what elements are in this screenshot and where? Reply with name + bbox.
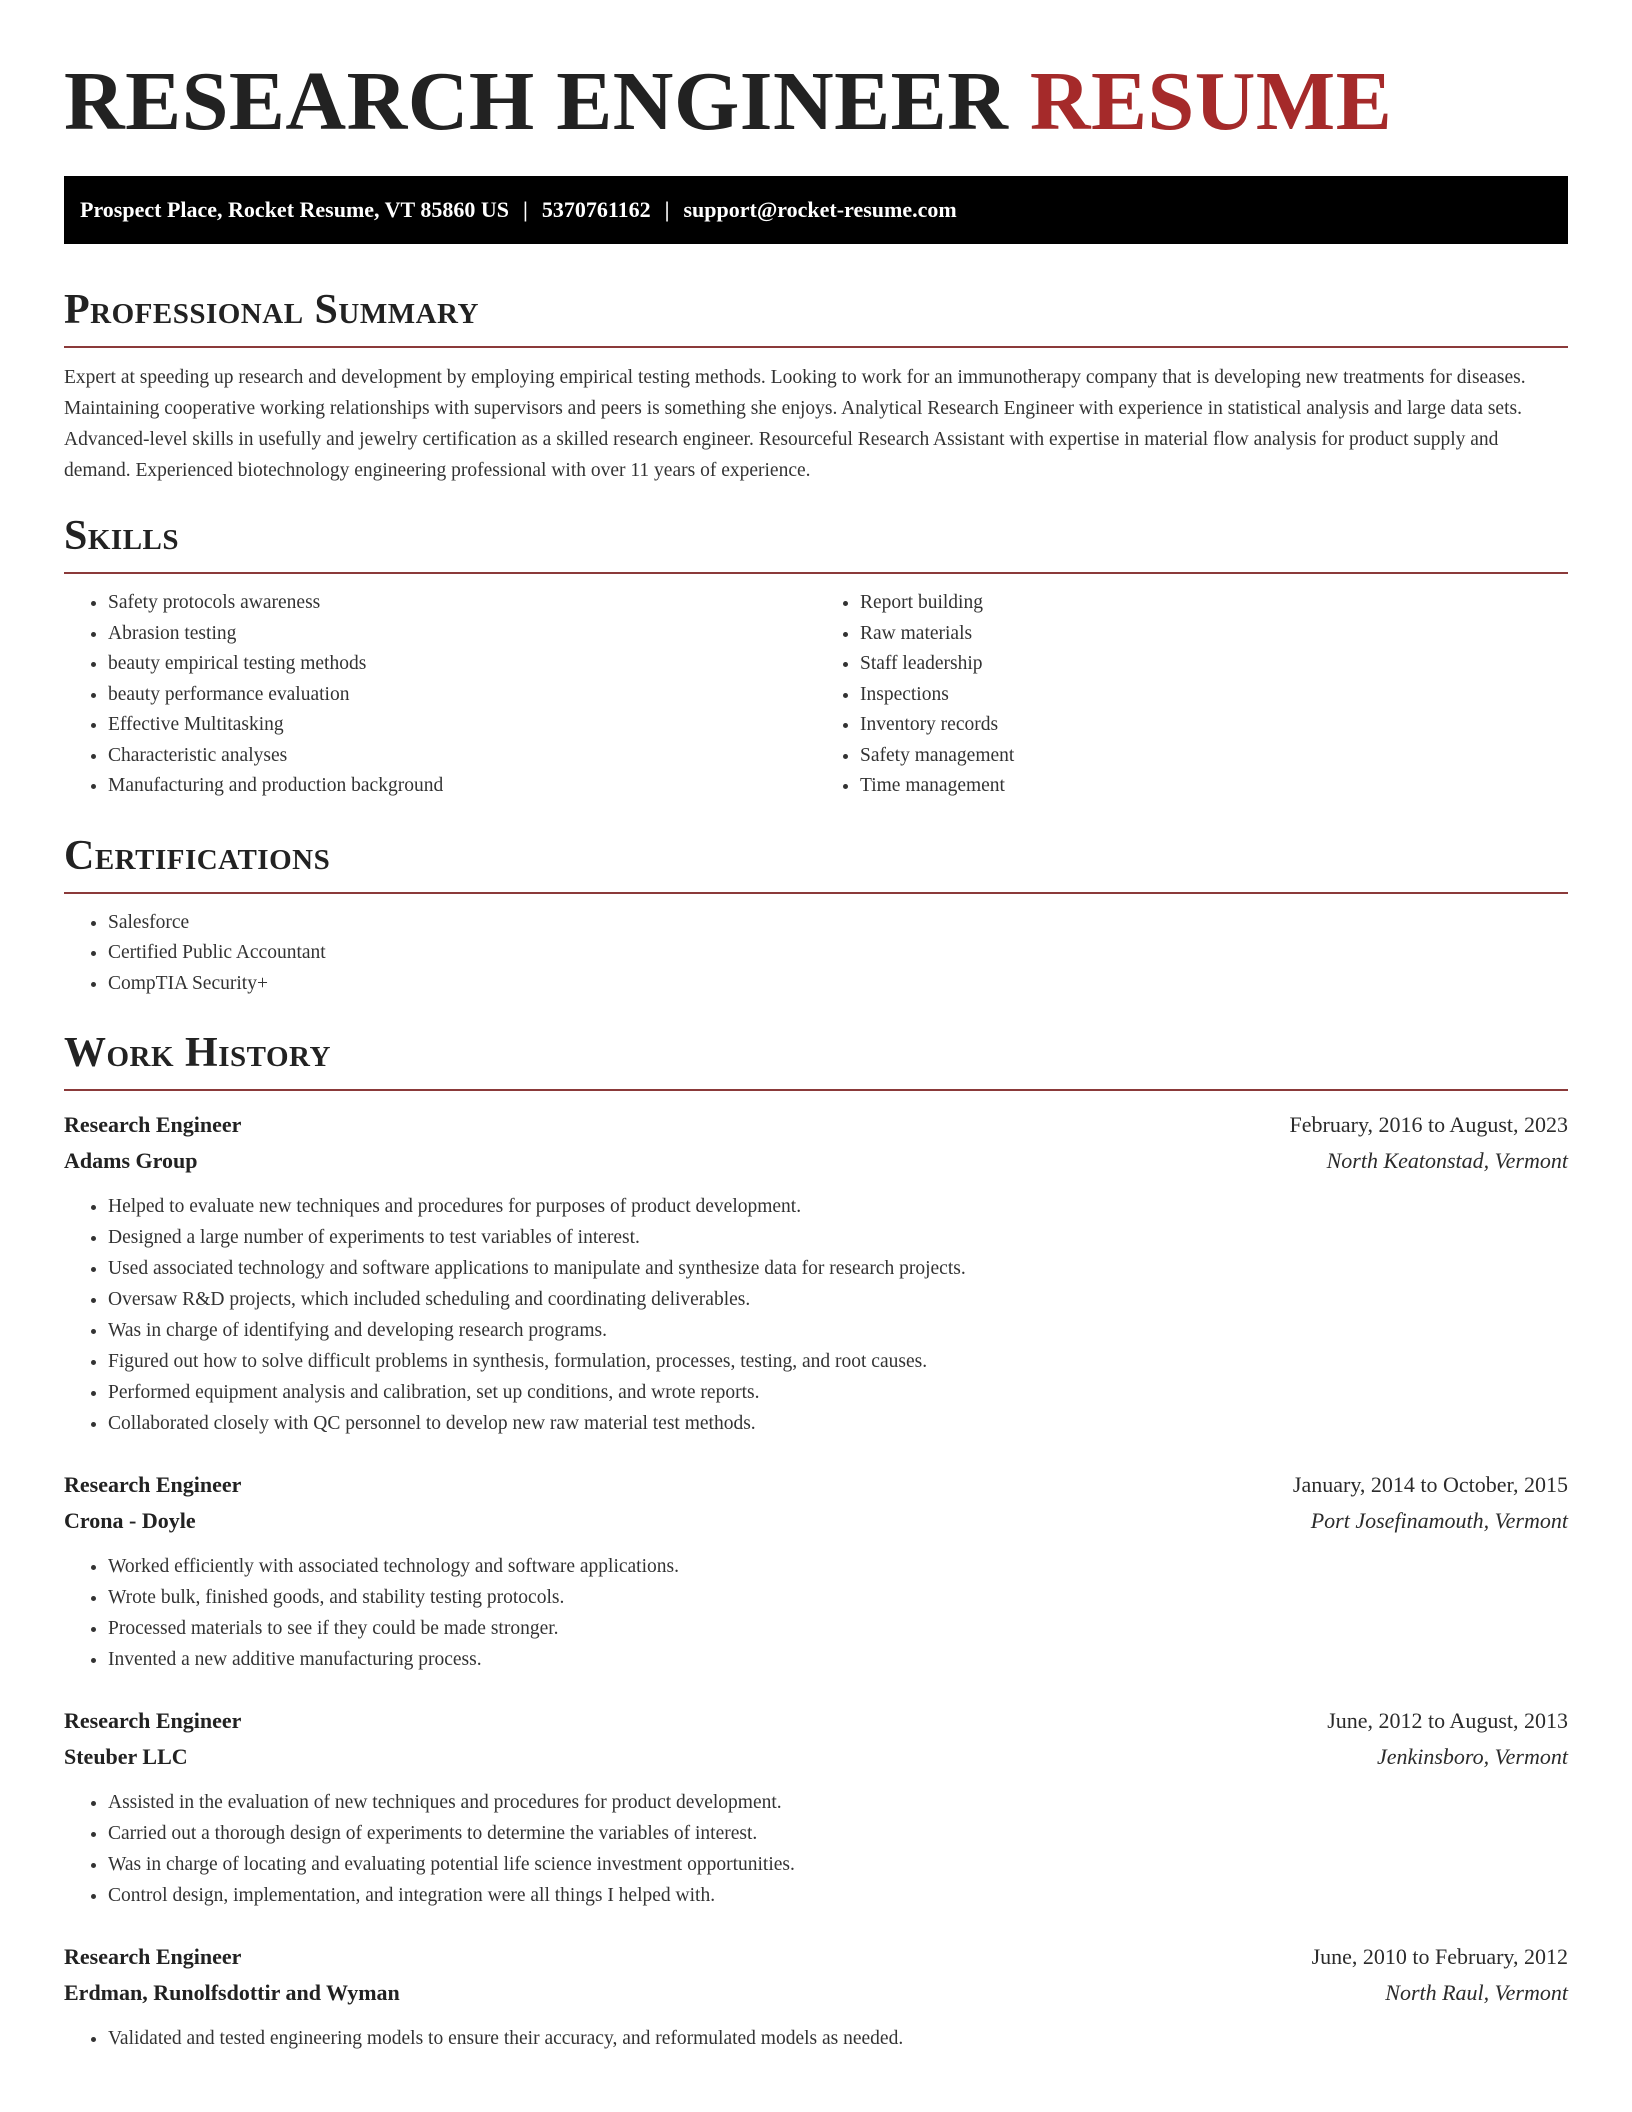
title-main: RESEARCH ENGINEER	[64, 55, 1009, 148]
contact-separator: |	[664, 197, 670, 222]
job-dates: June, 2010 to February, 2012	[1311, 1944, 1568, 1969]
job-bullet: • Control design, implementation, and integration were all things I helped with.	[108, 1880, 1568, 1911]
skills-list-right	[816, 588, 1568, 802]
job-dates: February, 2016 to August, 2023	[1289, 1112, 1568, 1137]
job-bullet: • Performed equipment analysis and calibration, set up conditions, and wrote reports.	[108, 1377, 1568, 1408]
job-title: Research Engineer	[64, 1472, 242, 1497]
job-bullet: • Assisted in the evaluation of new techniques and procedures for product development.	[108, 1787, 1568, 1818]
skill-item: • Effective Multitasking	[108, 710, 816, 741]
skills-heading: Skills	[64, 513, 180, 559]
skill-item: • Manufacturing and production background	[108, 771, 816, 802]
summary-heading: Professional Summary	[64, 287, 479, 333]
skill-item: • Staff leadership	[860, 649, 1568, 680]
section-divider	[64, 346, 1568, 348]
section-divider	[64, 892, 1568, 894]
contact-bar	[64, 176, 1568, 244]
job-bullet: • Used associated technology and software applications to manipulate and synthesize data for research projects.	[108, 1253, 1568, 1284]
job-bullet: • Invented a new additive manufacturing process.	[108, 1644, 1568, 1675]
skill-item: • Time management	[860, 771, 1568, 802]
job-bullets	[64, 2023, 1568, 2054]
skills-section	[64, 512, 1568, 802]
job-company: Steuber LLC	[64, 1744, 188, 1769]
skill-item: • Safety protocols awareness	[108, 588, 816, 619]
job-location: North Keatonstad, Vermont	[1326, 1148, 1568, 1173]
job-bullet: • Helped to evaluate new techniques and procedures for purposes of product development.	[108, 1191, 1568, 1222]
job-bullets	[64, 1551, 1568, 1675]
job-bullet: • Processed materials to see if they could be made stronger.	[108, 1613, 1568, 1644]
job-bullet: • Worked efficiently with associated technology and software applications.	[108, 1551, 1568, 1582]
skill-item: • Inspections	[860, 680, 1568, 711]
resume-title	[64, 0, 1568, 152]
work-history-section	[64, 1029, 1568, 2054]
job-location: North Raul, Vermont	[1385, 1980, 1568, 2005]
job-entry	[64, 1467, 1568, 1675]
job-location: Jenkinsboro, Vermont	[1376, 1744, 1568, 1769]
job-title: Research Engineer	[64, 1708, 242, 1733]
certification-item: • Salesforce	[108, 908, 1568, 939]
skill-item: • Report building	[860, 588, 1568, 619]
job-bullet: • Validated and tested engineering models to ensure their accuracy, and reformulated models as needed.	[108, 2023, 1568, 2054]
work-history-heading: Work History	[64, 1030, 331, 1076]
summary-section	[64, 286, 1568, 486]
job-title: Research Engineer	[64, 1944, 242, 1969]
certifications-heading: Certifications	[64, 832, 331, 879]
job-bullet: • Oversaw R&D projects, which included scheduling and coordinating deliverables.	[108, 1284, 1568, 1315]
job-bullet: • Figured out how to solve difficult problems in synthesis, formulation, processes, testing, and root causes.	[108, 1346, 1568, 1377]
contact-address: Prospect Place, Rocket Resume, VT 85860 US	[80, 197, 509, 222]
skill-item: • beauty performance evaluation	[108, 680, 816, 711]
contact-separator: |	[522, 197, 528, 222]
certifications-list	[64, 908, 1568, 1000]
job-entry	[64, 1107, 1568, 1439]
job-entry	[64, 1939, 1568, 2054]
job-location: Port Josefinamouth, Vermont	[1310, 1508, 1568, 1533]
job-bullets	[64, 1191, 1568, 1439]
job-title: Research Engineer	[64, 1112, 242, 1137]
job-bullet: • Was in charge of locating and evaluating potential life science investment opportunities.	[108, 1849, 1568, 1880]
skill-item: • beauty empirical testing methods	[108, 649, 816, 680]
job-bullets	[64, 1787, 1568, 1911]
job-entry	[64, 1703, 1568, 1911]
skill-item: • Abrasion testing	[108, 619, 816, 650]
skills-list-left	[64, 588, 816, 802]
job-bullet: • Carried out a thorough design of experiments to determine the variables of interest.	[108, 1818, 1568, 1849]
certification-item: • Certified Public Accountant	[108, 938, 1568, 969]
contact-email: support@rocket-resume.com	[683, 197, 957, 222]
certifications-section	[64, 832, 1568, 1000]
section-divider	[64, 1089, 1568, 1091]
skill-item: • Inventory records	[860, 710, 1568, 741]
job-bullet: • Was in charge of identifying and developing research programs.	[108, 1315, 1568, 1346]
contact-phone: 5370761162	[541, 197, 651, 222]
skill-item: • Characteristic analyses	[108, 741, 816, 772]
job-bullet: • Collaborated closely with QC personnel to develop new raw material test methods.	[108, 1408, 1568, 1439]
job-company: Crona - Doyle	[64, 1508, 196, 1533]
job-company: Adams Group	[64, 1148, 198, 1173]
summary-text: Expert at speeding up research and development by employing empirical testing methods. Looking to work for an immunotherapy company that is developing new treatments for diseases. Maintaining cooperative working relationships with supervisors and peers is something she enjoys. Analytical Research Engineer with experience in statistical analysis and large data sets. Advanced-level skills in usefully and jewelry certification as a skilled research engineer. Resourceful Research Assistant with expertise in material flow analysis for product supply and demand. Experienced biotechnology engineering professional with over 11 years of experience.	[64, 367, 1526, 481]
skill-item: • Safety management	[860, 741, 1568, 772]
job-bullet: • Wrote bulk, finished goods, and stability testing protocols.	[108, 1582, 1568, 1613]
title-accent: RESUME	[1029, 55, 1393, 148]
job-company: Erdman, Runolfsdottir and Wyman	[64, 1980, 400, 2005]
job-dates: June, 2012 to August, 2013	[1327, 1708, 1568, 1733]
job-dates: January, 2014 to October, 2015	[1292, 1472, 1568, 1497]
skill-item: • Raw materials	[860, 619, 1568, 650]
job-bullet: • Designed a large number of experiments to test variables of interest.	[108, 1222, 1568, 1253]
certification-item: • CompTIA Security+	[108, 969, 1568, 1000]
skills-columns	[64, 574, 1568, 802]
